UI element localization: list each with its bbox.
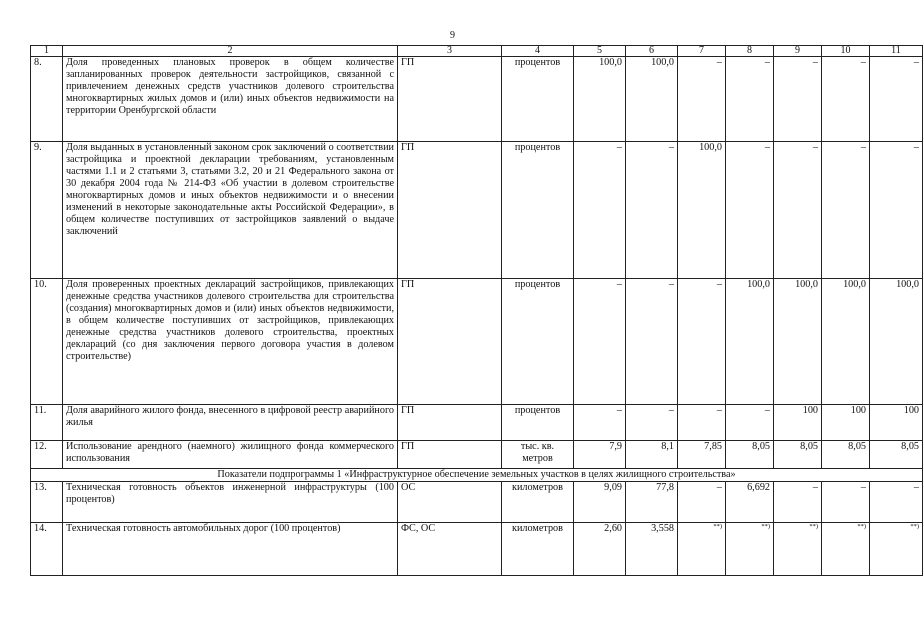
footnote-mark: **)	[857, 523, 866, 530]
indicator-value: –	[822, 57, 870, 142]
indicator-value: –	[574, 279, 626, 405]
indicator-value	[870, 523, 923, 576]
indicator-unit: процентов	[502, 405, 574, 441]
column-number: 6	[626, 46, 678, 57]
indicator-source: ГП	[398, 142, 502, 279]
indicator-value: 9,09	[574, 482, 626, 523]
indicator-value	[774, 523, 822, 576]
indicator-name: Использование арендного (наемного) жилищного фонда коммерческого использования	[63, 441, 398, 469]
table-row	[31, 142, 923, 279]
row-number: 14.	[31, 523, 63, 576]
indicator-value: –	[870, 57, 923, 142]
table-row	[31, 279, 923, 405]
indicator-value: 100,0	[626, 57, 678, 142]
section-title: Показатели подпрограммы 1 «Инфраструктурное обеспечение земельных участков в целях жилищного строительства»	[31, 469, 923, 482]
indicator-value: –	[626, 142, 678, 279]
indicator-value: –	[726, 57, 774, 142]
indicator-unit: процентов	[502, 57, 574, 142]
indicator-value: 7,85	[678, 441, 726, 469]
indicator-name: Доля выданных в установленный законом срок заключений о соответствии застройщика и проектной декларации требованиям, установленным частями 1.1 и 2 статьями 3, статьями 3.2, 20 и 21 Федерального закона от 30 декабря 2004 года № 214-ФЗ «Об участии в долевом строительстве многоквартирных домов и иных объектов недвижимости и о внесении изменений в некоторые законодательные акты Российской Федерации», в общем количестве поступивших от застройщиков заявлений о выдаче заключений	[63, 142, 398, 279]
column-number: 4	[502, 46, 574, 57]
indicator-value	[822, 523, 870, 576]
indicators-table	[30, 45, 923, 576]
indicator-value: 100,0	[726, 279, 774, 405]
indicator-source: ГП	[398, 57, 502, 142]
row-number: 11.	[31, 405, 63, 441]
indicator-value: 77,8	[626, 482, 678, 523]
indicator-source: ГП	[398, 441, 502, 469]
indicator-value: –	[678, 405, 726, 441]
indicator-value: –	[822, 482, 870, 523]
indicator-value: 100,0	[822, 279, 870, 405]
indicator-value: –	[870, 482, 923, 523]
indicator-name: Техническая готовность автомобильных дорог (100 процентов)	[63, 523, 398, 576]
row-number: 13.	[31, 482, 63, 523]
indicator-value: –	[774, 482, 822, 523]
indicator-value	[678, 523, 726, 576]
row-number: 10.	[31, 279, 63, 405]
column-number: 2	[63, 46, 398, 57]
indicator-value: 7,9	[574, 441, 626, 469]
indicator-value: 100,0	[870, 279, 923, 405]
row-number: 8.	[31, 57, 63, 142]
footnote-mark: **)	[910, 523, 919, 530]
column-number: 7	[678, 46, 726, 57]
section-row	[31, 469, 923, 482]
indicator-unit: километров	[502, 482, 574, 523]
indicator-name: Техническая готовность объектов инженерной инфраструктуры (100 процентов)	[63, 482, 398, 523]
indicator-value: 8,05	[726, 441, 774, 469]
indicator-value: 100	[870, 405, 923, 441]
indicator-value: –	[870, 142, 923, 279]
footnote-mark: **)	[809, 523, 818, 530]
table-row	[31, 405, 923, 441]
indicator-source: ГП	[398, 405, 502, 441]
indicator-source: ОС	[398, 482, 502, 523]
indicator-value: –	[574, 142, 626, 279]
indicator-value: –	[822, 142, 870, 279]
indicator-value: 8,05	[870, 441, 923, 469]
column-number: 1	[31, 46, 63, 57]
indicator-value: 100,0	[678, 142, 726, 279]
indicator-value: –	[726, 405, 774, 441]
indicator-value: –	[678, 279, 726, 405]
column-number: 8	[726, 46, 774, 57]
footnote-mark: **)	[761, 523, 770, 530]
indicator-unit: процентов	[502, 279, 574, 405]
indicator-value: 100,0	[574, 57, 626, 142]
indicator-name: Доля аварийного жилого фонда, внесенного в цифровой реестр аварийного жилья	[63, 405, 398, 441]
indicator-value: 8,05	[774, 441, 822, 469]
page-number: 9	[450, 30, 455, 41]
indicator-source: ФС, ОС	[398, 523, 502, 576]
indicator-value: 2,60	[574, 523, 626, 576]
indicator-value: –	[774, 57, 822, 142]
footnote-mark: **)	[713, 523, 722, 530]
indicator-value: 3,558	[626, 523, 678, 576]
indicator-value: –	[626, 405, 678, 441]
indicator-value: 6,692	[726, 482, 774, 523]
indicator-unit: тыс. кв. метров	[502, 441, 574, 469]
table-row	[31, 57, 923, 142]
indicator-value: –	[678, 482, 726, 523]
column-number: 3	[398, 46, 502, 57]
column-number: 11	[870, 46, 923, 57]
column-number: 5	[574, 46, 626, 57]
indicator-value: 8,1	[626, 441, 678, 469]
column-number: 10	[822, 46, 870, 57]
indicator-unit: километров	[502, 523, 574, 576]
table-row	[31, 482, 923, 523]
indicator-value: –	[726, 142, 774, 279]
indicator-value: 100,0	[774, 279, 822, 405]
column-numbers-row	[31, 46, 923, 57]
indicator-value: –	[626, 279, 678, 405]
row-number: 9.	[31, 142, 63, 279]
indicator-name: Доля проведенных плановых проверок в общем количестве запланированных проверок деятельности застройщиков, связанной с привлечением денежных средств участников долевого строительства многоквартирных жилых домов и (или) иных объектов недвижимости на территории Оренбургской области	[63, 57, 398, 142]
indicator-value: 100	[774, 405, 822, 441]
indicator-source: ГП	[398, 279, 502, 405]
indicator-value: –	[774, 142, 822, 279]
column-number: 9	[774, 46, 822, 57]
indicator-name: Доля проверенных проектных деклараций застройщиков, привлекающих денежные средства участников долевого строительства для строительства (создания) многоквартирных домов и (или) иных объектов недвижимости, в общем количестве поступивших от застройщиков, привлекающих денежные средства участников долевого строительства, проектных деклараций (со дня заключения первого договора участия в долевом строительстве)	[63, 279, 398, 405]
row-number: 12.	[31, 441, 63, 469]
table-row	[31, 523, 923, 576]
indicator-unit: процентов	[502, 142, 574, 279]
table-row	[31, 441, 923, 469]
indicator-value: 100	[822, 405, 870, 441]
indicator-value	[726, 523, 774, 576]
indicator-value: –	[574, 405, 626, 441]
indicator-value: 8,05	[822, 441, 870, 469]
indicator-value: –	[678, 57, 726, 142]
